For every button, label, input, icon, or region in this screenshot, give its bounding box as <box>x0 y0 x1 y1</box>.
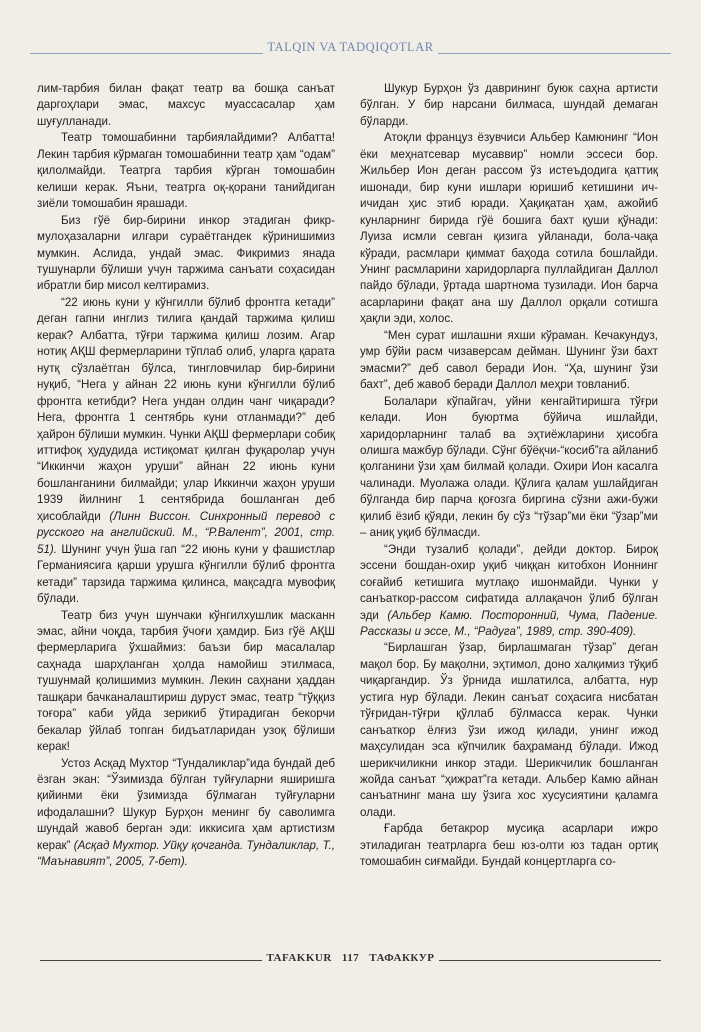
paragraph-text: Биз гўё бир-бирини инкор этадиган фикр-мулоҳазаларни илгари сураётгандек кўринишимиз мумкин. Аслида, ундай эмас. Фикримиз янада тушунарли бўлиши учун таржима санъати соҳасидан ибратли бир мисол келтирамиз. <box>37 213 335 293</box>
paragraph <box>360 130 658 327</box>
paragraph <box>37 213 335 295</box>
header-title: TALQIN VA TADQIQOTLAR <box>263 40 437 54</box>
footer-journal-cyrillic: ТАФАККУР <box>369 952 435 964</box>
paragraph <box>37 295 335 608</box>
paragraph <box>37 81 335 130</box>
right-column <box>360 81 658 871</box>
paragraph-text: “Мен сурат ишлашни яхши кўраман. Кечакундуз, умр бўйи расм чизаверсам дейман. Шунинг ўзи бахт эмасми?” деб савол беради Ион. “Ҳа, шунинг ўзи бахт”, деб жавоб беради Даллол меҳри товланиб. <box>360 328 658 392</box>
running-header <box>30 36 671 60</box>
paragraph-text: Театр томошабинни тарбиялайдими? Албатта! Лекин тарбия кўрмаган томошабинни театр ҳам “одам” қилолмайди. Театрга тарбия кўрган томошабин келиши керак. Яъни, театрга оқ-қорани танийдиган зиёли томошабин ярашади. <box>37 131 335 211</box>
paragraph-text: Шукур Бурҳон ўз даврининг буюк саҳна артисти бўлган. У бир нарсани билмаса, шундай демаган бўларди. <box>360 82 658 128</box>
page-number: 117 <box>341 952 360 964</box>
paragraph-text: Театр биз учун шунчаки кўнгилхушлик масканн эмас, айни чоқда, тарбия ўчоғи ҳамдир. Биз гўё АҚШ фермерларига ўхшаймиз: баъзи бир масалалар саҳнада шарҳланган ҳолда намойиш этилмаса, тушунмай қолишимиз мумкин. Лекин саҳнани ҳаддан ташқари бачканалаштириш дуруст эмас, театр “тўққиз тоғора” каби уйда зерикиб ўтирадиган бекорчи бекалар ўйлаб топган бидъатларидан узоқ бўлиши керак! <box>37 608 335 754</box>
paragraph-text-tail: Шунинг учун ўша гап “22 июнь куни у фашистлар Германиясига қарши урушга кўнгилли бўлиб фронтга кетади” тарзида таржима қилинса, мақсадга мувофиқ бўлади. <box>37 542 335 606</box>
paragraph-text: “Бирлашган ўзар, бирлашмаган тўзар” деган мақол бор. Бу мақолни, эҳтимол, доно халқимиз тўқиб чиқаргандир. Ўз ўрнида ишлатилса, албатта, нур устига нур бўлади. Лекин санъат соҳасига нисбатан тўғридан-тўғри қўллаб бўлмасса керак. Чунки санъаткор ёлғиз ўзи ижод қилади, унинг ижод маҳсулидан эса кўпчилик баҳраманд бўлади. Ижод шерикчиликни инкор этади. Шерикчилик бошланган жойда санъат “ҳижрат”га кетади. Альбер Камю айнан санъатнинг мана шу ўзига хос хусусиятини қаламга олади. <box>360 641 658 819</box>
paragraph-text: лим-тарбия билан фақат театр ва бошқа санъат даргоҳлари эмас, махсус муассасалар ҳам шуғулланади. <box>37 82 335 128</box>
paragraph-text: “Энди тузалиб қолади”, дейди доктор. Бироқ эссени бошдан-охир уқиб чиққан китобхон Ионнинг соғайиб кетишига мутлақо ишонмайди. Чунки у санъаткор-рассом сифатида аллақачон ўлиб бўлган эди <box>360 542 658 622</box>
paragraph <box>360 821 658 870</box>
citation: (Асқад Мухтор. Уйқу қочганда. Тундаликлар, Т., “Маънавият”, 2005, 7-бет). <box>37 838 335 869</box>
paragraph <box>360 394 658 542</box>
running-footer <box>40 951 661 971</box>
paragraph <box>37 130 335 212</box>
paragraph <box>360 81 658 130</box>
left-column <box>37 81 335 871</box>
paragraph <box>360 542 658 641</box>
footer-journal-latin: TAFAKKUR <box>266 952 332 964</box>
paragraph <box>360 328 658 394</box>
paragraph <box>360 640 658 821</box>
citation: (Альбер Камю. Посторонний, Чума, Падение. Рассказы и эссе, М., “Радуга”, 1989, стр. 390-409). <box>360 608 658 638</box>
paragraph-text: Болалари кўпайгач, уйни кенгайтиришга тўғри келади. Ион буюртма бўйича ишлайди, харидорларнинг талаб ва эҳтиёжларини ҳисобга олишга мажбур бўлади. Сўнг бўёқчи-“косиб”га айланиб қолганини ўзи ҳам билмай қолади. Охири Ион касалга чалинади. Муолажа олади. Қўлига қалам ушлайдиган бўлганда бир парча қоғозга биргина сўзни ажи-бужи қилиб ёзиб қўяди, лекин бу сўз “тўзар”ми ёки “ўзар”ми – аниқ уқиб бўлмасди. <box>360 394 658 540</box>
paragraph-text: Ғарбда бетакрор мусиқа асарлари ижро этиладиган театрларга беш юз-олти юз тадан ортиқ томошабин сиғмайди. Бундай концертларга со- <box>360 822 658 869</box>
paragraph <box>37 756 335 871</box>
paragraph <box>37 608 335 756</box>
paragraph-text: Атоқли француз ёзувчиси Альбер Камюнинг “Ион ёки меҳнатсевар мусаввир” номли эссеси бор. Жильбер Ион деган рассом ўз истеъдодига қаттиқ ишонади, бир куни ишлари юришиб кетишини ич-ичидан ҳис этиб юради. Ҳақиқатан ҳам, ажойиб кунларнинг бирида гўё бошига бахт қуши қўнади: Луиза исмли севган қизига уйланади, бола-чақа кўради, расмлари қиммат баҳода сотила бошлайди. Унинг расмларини харидорларга пуллайдиган Даллол пайдо бўлади, ўртада шартнома тузилади. Ион барча асарларини фақат ана шу Даллол орқали сотишга ҳақли эди, холос. <box>360 131 658 326</box>
paragraph-text: Устоз Асқад Мухтор “Тундаликлар”ида бундай деб ёзган экан: “Ўзимизда бўлган туйғуларни яширишга қийинми ёки ўзимизда бўлмаган туйғуларни ифодалашни? Шукур Бурҳон менинг бу саволимга шундай жавоб берган эди: иккисига ҳам артистизм керак” <box>37 756 335 852</box>
paragraph-text: “22 июнь куни у кўнгилли бўлиб фронтга кетади” деган гапни инглиз тилига қандай таржима қилиш керак? Албатта, тўғри таржима қилиш лозим. Агар нотиқ АҚШ фермерларини тўплаб олиб, уларга қарата нутқ сўзлаётган бўлса, тингловчилар бир-бирини нуқиб, “Нега у айнан 22 июнь куни кўнгилли бўлиб фронтга кетибди? Нега ундан олдин чанг чиқаради? Нега, фронтга 1 сентябрь куни отланмади?” деб ҳайрон бўлиши мумкин. Чунки АҚШ фермерлари собиқ иттифоқ ҳудудида истиқомат қилган фуқаролар учун “Иккинчи жаҳон уруши” айнан 22 июнь куни бошланганини билмайди; улар Иккинчи жаҳон уруши 1939 йилнинг 1 сентябрида бошланган деб ҳисоблайди <box>37 295 335 523</box>
citation: (Линн Виссон. Синхронный перевод с русского на английский. М., “Р.Валент”, 2001, стр. 51). <box>37 509 335 556</box>
